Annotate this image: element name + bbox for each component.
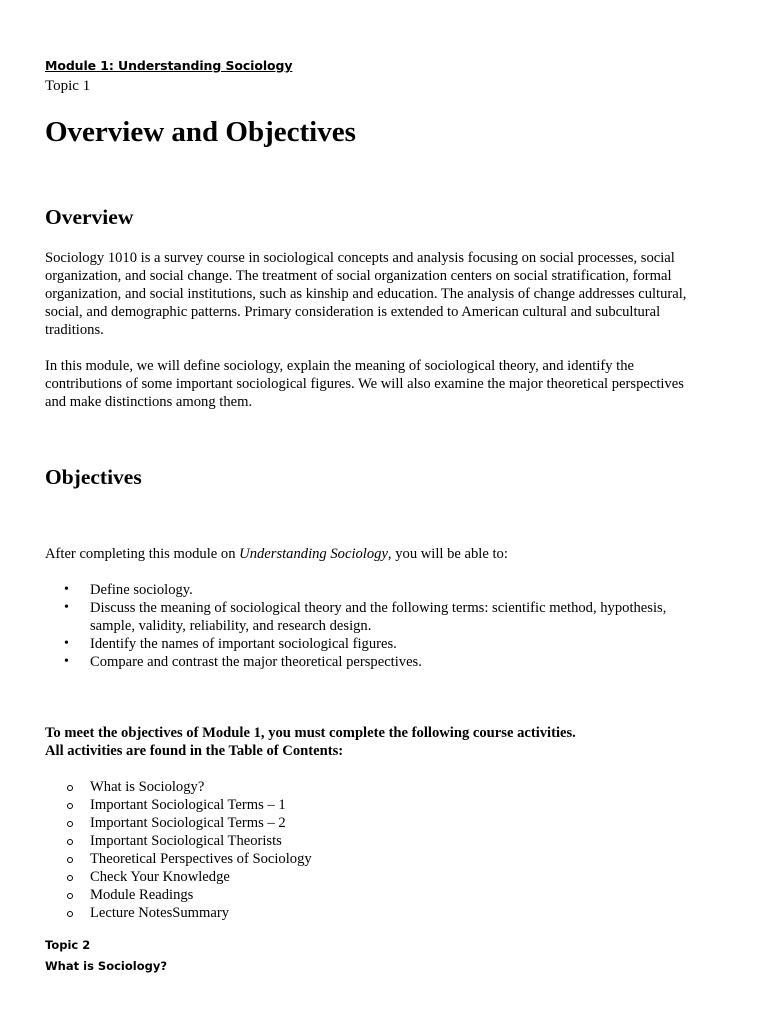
activities-note-line-1: To meet the objectives of Module 1, you must complete the following course activities. (45, 725, 576, 741)
circle-bullet-icon (67, 911, 73, 917)
list-item (45, 814, 312, 832)
bullet-icon: • (64, 654, 69, 669)
list-item-text-continued: sample, validity, reliability, and research design. (90, 618, 372, 634)
objectives-list (45, 581, 666, 671)
list-item (45, 868, 312, 886)
text-line: and make distinctions among them. (45, 394, 253, 410)
list-item (45, 886, 312, 904)
list-item-text: Important Sociological Terms – 1 (90, 797, 286, 813)
list-item-text: Lecture NotesSummary (90, 905, 230, 921)
list-item-text: Theoretical Perspectives of Sociology (90, 851, 312, 867)
activities-note-line-2: All activities are found in the Table of Contents: (45, 743, 344, 759)
list-item-text: Discuss the meaning of sociological theory and the following terms: scientific method, hypothesis, (90, 600, 667, 616)
list-item (45, 832, 312, 850)
page-title: Overview and Objectives (45, 116, 356, 148)
circle-bullet-icon (67, 875, 73, 881)
objectives-intro (45, 545, 725, 563)
list-item (45, 850, 312, 868)
intro-course-name: Understanding Sociology (239, 546, 388, 562)
list-item (45, 904, 312, 922)
text-line: social, and demographic patterns. Primary consideration is extended to American cultural and subcultural (45, 304, 661, 320)
text-line: Sociology 1010 is a survey course in sociological concepts and analysis focusing on social processes, social (45, 250, 675, 266)
list-item-text: Module Readings (90, 887, 194, 903)
intro-suffix: , you will be able to: (387, 546, 508, 562)
list-item (45, 778, 312, 796)
list-item-text: Check Your Knowledge (90, 869, 230, 885)
circle-bullet-icon (67, 803, 73, 809)
activities-note (45, 724, 576, 760)
activities-list (45, 778, 312, 922)
list-item-text: What is Sociology? (90, 779, 205, 795)
bullet-icon: • (64, 582, 69, 597)
list-item (45, 581, 666, 599)
text-line: organization, and social institutions, such as kinship and education. The analysis of change addresses cultural, (45, 286, 687, 302)
list-item-text: Compare and contrast the major theoretical perspectives. (90, 654, 422, 670)
intro-prefix: After completing this module on (45, 546, 240, 562)
topic-label: Topic 1 (45, 78, 91, 94)
topic-2-label: Topic 2 (45, 938, 91, 952)
overview-paragraph-1 (45, 249, 725, 339)
list-item-text: Important Sociological Terms – 2 (90, 815, 286, 831)
bullet-icon: • (64, 636, 69, 651)
list-item-text: Important Sociological Theorists (90, 833, 282, 849)
bullet-icon: • (64, 600, 69, 615)
text-line: contributions of some important sociological figures. We will also examine the major theoretical perspectives (45, 376, 684, 392)
circle-bullet-icon (67, 893, 73, 899)
text-line: traditions. (45, 322, 104, 338)
list-item (45, 796, 312, 814)
list-item-text: Define sociology. (90, 582, 193, 598)
circle-bullet-icon (67, 857, 73, 863)
circle-bullet-icon (67, 821, 73, 827)
module-heading: Module 1: Understanding Sociology (45, 58, 293, 73)
list-item (45, 635, 666, 653)
circle-bullet-icon (67, 839, 73, 845)
text-line: In this module, we will define sociology, explain the meaning of sociological theory, and identify the (45, 358, 635, 374)
list-item (45, 599, 666, 635)
overview-heading: Overview (45, 205, 134, 229)
objectives-heading: Objectives (45, 465, 142, 489)
text-line: organization, and social change. The treatment of social organization centers on social stratification, formal (45, 268, 672, 284)
overview-paragraph-2 (45, 357, 725, 411)
circle-bullet-icon (67, 785, 73, 791)
topic-2-title: What is Sociology? (45, 959, 168, 973)
list-item-text: Identify the names of important sociological figures. (90, 636, 397, 652)
list-item (45, 653, 666, 671)
